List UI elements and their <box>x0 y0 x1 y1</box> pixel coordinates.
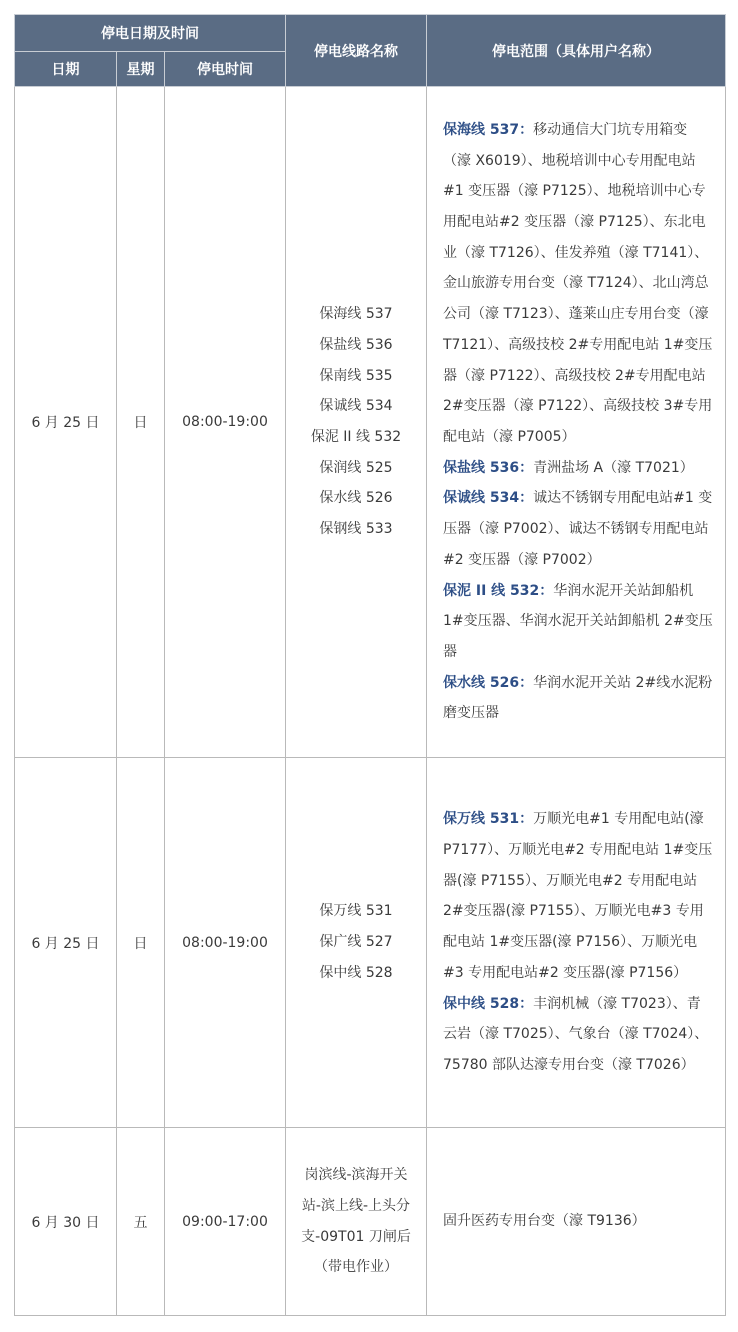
time-cell: 08:00-19:00 <box>165 87 286 758</box>
time-cell: 09:00-17:00 <box>165 1128 286 1316</box>
scope-entry <box>443 115 713 453</box>
scope-text: 华润水泥开关站卸船机 1#变压器、华润水泥开关站卸船机 2#变压器 <box>443 582 713 660</box>
scope-line-keyword: 保泥 II 线 532： <box>443 582 554 599</box>
line-name: 保水线 526 <box>319 490 393 507</box>
scope-text: 万顺光电#1 专用配电站(濠 P7177）、万顺光电#2 专用配电站 1#变压器(濠 P7155）、万顺光电#2 专用配电站 2#变压器(濠 P7155）、万顺光电#3 专用配电站 1#变压器(濠 P7156）、万顺光电#3 专用配电站#2 变压器(濠 P7156） <box>443 811 713 981</box>
scope-text: 固升医药专用台变（濠 T9136） <box>443 1213 646 1230</box>
line-name: 保泥 II 线 532 <box>310 429 402 445</box>
line-name: 保诚线 534 <box>319 398 393 415</box>
scope-line-keyword: 保万线 531： <box>443 811 534 828</box>
scope-entry <box>443 989 713 1081</box>
scope-cell <box>427 87 726 758</box>
scope-line-keyword: 保盐线 536： <box>443 459 534 476</box>
scope-text: 诚达不锈钢专用配电站#1 变压器（濠 P7002）、诚达不锈钢专用配电站#2 变压器（濠 P7002） <box>443 490 713 568</box>
scope-cell <box>427 758 726 1128</box>
scope-text: 青洲盐场 A（濠 T7021） <box>533 459 694 476</box>
scope-entry <box>443 483 713 575</box>
date-cell: 6 月 30 日 <box>15 1128 117 1316</box>
scope-entry <box>443 668 713 729</box>
table-row <box>15 87 726 758</box>
line-name: 岗滨线-滨海开关站-滨上线-上头分支-09T01 刀闸后（带电作业） <box>301 1167 411 1276</box>
weekday-cell: 五 <box>117 1128 165 1316</box>
line-name: 保南线 535 <box>319 367 393 384</box>
weekday-cell: 日 <box>117 758 165 1128</box>
line-name: 保广线 527 <box>319 934 393 951</box>
lines-cell <box>286 87 427 758</box>
scope-line-keyword: 保诚线 534： <box>443 490 534 507</box>
date-cell: 6 月 25 日 <box>15 758 117 1128</box>
header-weekday: 星期 <box>117 52 165 87</box>
line-name: 保万线 531 <box>319 903 393 920</box>
lines-cell <box>286 1128 427 1316</box>
scope-entry <box>443 576 713 668</box>
scope-cell <box>427 1128 726 1316</box>
header-date-time-group: 停电日期及时间 <box>15 15 286 52</box>
lines-cell <box>286 758 427 1128</box>
scope-text: 华润水泥开关站 2#线水泥粉磨变压器 <box>443 674 713 722</box>
scope-line-keyword: 保海线 537： <box>443 121 534 138</box>
scope-text: 移动通信大门坑专用箱变（濠 X6019）、地税培训中心专用配电站#1 变压器（濠 P7125）、地税培训中心专用配电站#2 变压器（濠 P7125）、东北电业（濠 T7126）、佳发养殖（濠 T7141）、金山旅游专用台变（濠 T7124）、北山湾总公司（濠 T7123）、蓬莱山庄专用台变（濠 T7121）、高级技校 2#专用配电站 1#变压器（濠 P7122）、高级技校 2#专用配电站 2#变压器（濠 P7122）、高级技校 3#专用配电站（濠 P7005） <box>443 121 713 445</box>
header-scope: 停电范围（具体用户名称） <box>427 15 726 87</box>
scope-line-keyword: 保水线 526： <box>443 674 534 691</box>
line-name: 保盐线 536 <box>319 336 393 353</box>
date-cell: 6 月 25 日 <box>15 87 117 758</box>
line-name: 保中线 528 <box>319 964 393 981</box>
line-name: 保钢线 533 <box>319 521 393 538</box>
header-lines: 停电线路名称 <box>286 15 427 87</box>
scope-text: 丰润机械（濠 T7023）、青云岩（濠 T7025）、气象台（濠 T7024）、75780 部队达濠专用台变（濠 T7026） <box>443 995 709 1073</box>
header-date: 日期 <box>15 52 117 87</box>
line-name: 保润线 525 <box>319 459 393 476</box>
scope-line-keyword: 保中线 528： <box>443 995 534 1012</box>
weekday-cell: 日 <box>117 87 165 758</box>
header-time: 停电时间 <box>165 52 286 87</box>
table-row <box>15 758 726 1128</box>
time-cell: 08:00-19:00 <box>165 758 286 1128</box>
scope-entry <box>443 453 713 484</box>
outage-table <box>14 14 726 1316</box>
table-row <box>15 1128 726 1316</box>
scope-entry <box>443 804 713 988</box>
line-name: 保海线 537 <box>319 306 393 323</box>
outage-schedule <box>14 14 725 1318</box>
